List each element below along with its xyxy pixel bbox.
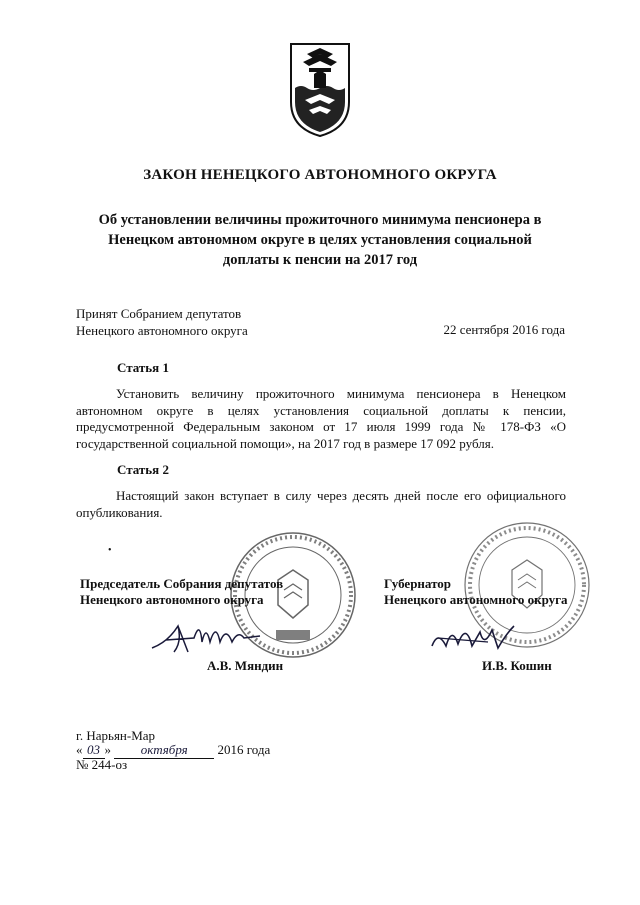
chairman-name: А.В. Мяндин (207, 658, 284, 673)
coat-of-arms-emblem (287, 40, 353, 138)
article-2-text: Настоящий закон вступает в силу через десять дней после его официального опубликования. (76, 488, 566, 520)
signing-year: 2016 года (217, 742, 271, 757)
law-title: ЗАКОН НЕНЕЦКОГО АВТОНОМНОГО ОКРУГА (143, 167, 497, 183)
article-1-text: Установить величину прожиточного минимума пенсионера в Ненецком автономном округе в целях установления социальной доплаты к пенсии, предусмотренной Федеральным законом от 17 июля 1999 года № 178-ФЗ «О государственной социальной помощи», на 2017 год в размере 17 092 рубля. (76, 386, 566, 451)
adoption-statement: Принят Собранием депутатов Ненецкого автономного округа (76, 306, 248, 338)
signing-day: 03 (83, 742, 105, 759)
law-subtitle: Об установлении величины прожиточного минимума пенсионера в Ненецком автономном округе в целях установления социальной доплаты к пенсии на 2017 год (98, 212, 542, 268)
governor-title: Губернатор Ненецкого автономного округа (384, 576, 568, 607)
governor-name: И.В. Кошин (482, 658, 552, 673)
signing-date-line: « 03 » октября 2016 года (76, 742, 271, 757)
chairman-signature (148, 612, 288, 660)
dot-mark: • (108, 545, 112, 556)
signing-month: октября (114, 742, 214, 759)
adoption-date: 22 сентября 2016 года (443, 322, 565, 337)
law-number: № 244-оз (76, 757, 128, 772)
governor-signature (428, 612, 528, 660)
article-2-heading: Статья 2 (117, 462, 169, 477)
article-1-heading: Статья 1 (117, 360, 169, 375)
chairman-title: Председатель Собрания депутатов Ненецкого автономного округа (80, 576, 284, 607)
city-label: г. Нарьян-Мар (76, 728, 156, 743)
